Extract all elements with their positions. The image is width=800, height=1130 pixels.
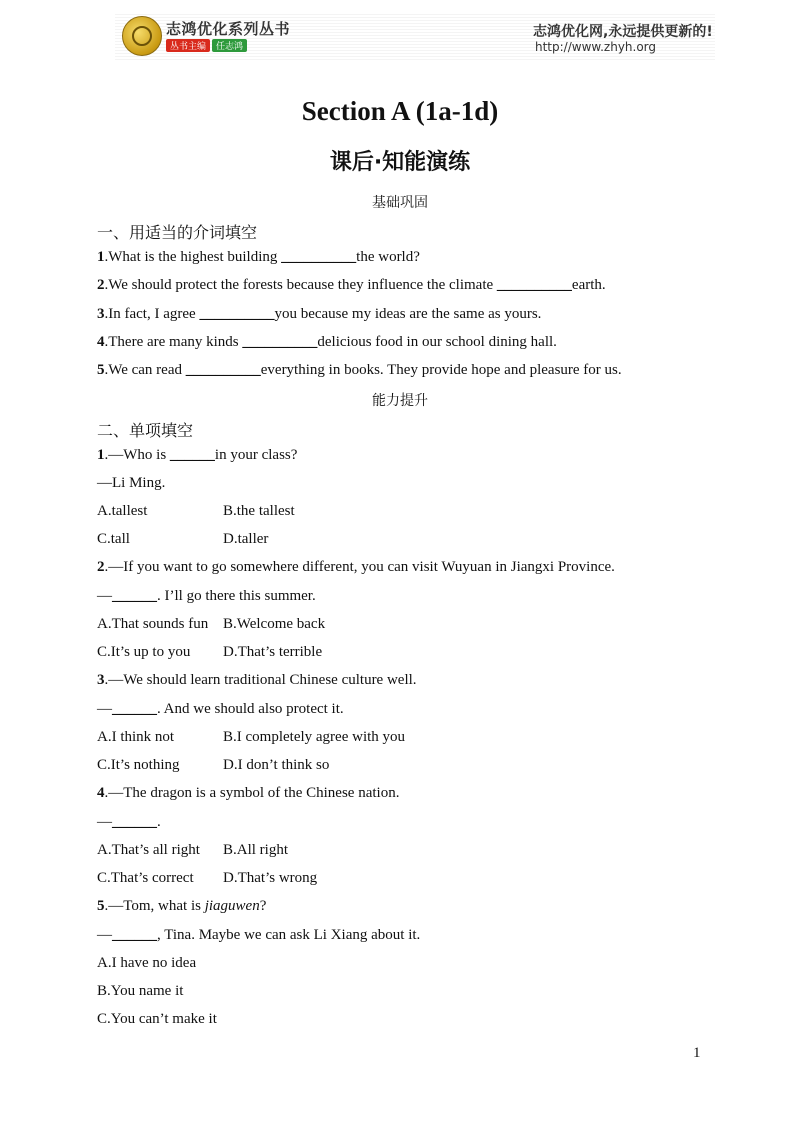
editor-label: 丛书主编 <box>166 39 210 52</box>
page-title: Section A (1a-1d) <box>301 96 499 126</box>
fill-item-2: 2.We should protect the forests because they influence the climate __________earth. <box>97 277 606 293</box>
question-1-options-ab: A.tallest B.the tallest <box>97 503 295 519</box>
question-5-option-b: B.You name it <box>97 983 184 999</box>
page-subtitle: 课后·知能演练 <box>329 150 471 175</box>
fill-item-5: 5.We can read __________everything in books. They provide hope and pleasure for us. <box>97 362 622 378</box>
question-3-options-ab: A.I think not B.I completely agree with you <box>97 729 406 745</box>
question-2-options-ab: A.That sounds fun B.Welcome back <box>97 616 326 632</box>
series-editor <box>166 39 247 52</box>
question-2-options-cd: C.It’s up to you D.That’s terrible <box>97 644 323 660</box>
question-1: 1.—Who is ______in your class? <box>97 447 298 463</box>
series-title: 志鸿优化系列丛书 <box>166 20 291 38</box>
question-4: 4.—The dragon is a symbol of the Chinese nation. <box>97 785 400 801</box>
header-url: http://www.zhyh.org <box>535 40 657 54</box>
question-3-reply: —______. And we should also protect it. <box>97 701 344 717</box>
question-5-option-a: A.I have no idea <box>97 955 197 971</box>
section-heading-basic: 基础巩固 <box>372 195 428 211</box>
question-4-options-cd: C.That’s correct D.That’s wrong <box>97 870 318 886</box>
fill-item-4: 4.There are many kinds __________delicious food in our school dining hall. <box>97 334 557 350</box>
question-1-answer: —Li Ming. <box>97 475 166 491</box>
page-header <box>0 0 800 70</box>
question-2: 2.—If you want to go somewhere different, you can visit Wuyuan in Jiangxi Province. <box>97 559 615 575</box>
fill-item-3: 3.In fact, I agree __________you because my ideas are the same as yours. <box>97 306 542 322</box>
page-number: 1 <box>693 1045 701 1061</box>
question-4-reply: —______. <box>97 814 161 830</box>
part-one-title: 一、用适当的介词填空 <box>97 223 258 242</box>
question-3: 3.—We should learn traditional Chinese culture well. <box>97 672 417 688</box>
question-2-reply: —______. I’ll go there this summer. <box>97 588 316 604</box>
editor-name: 任志鸿 <box>212 39 247 52</box>
question-3-options-cd: C.It’s nothing D.I don’t think so <box>97 757 330 773</box>
fill-item-1: 1.What is the highest building __________the world? <box>97 249 420 265</box>
question-5-option-c: C.You can’t make it <box>97 1011 217 1027</box>
header-slogan: 志鸿优化网,永远提供更新的! <box>533 24 713 40</box>
question-5: 5.—Tom, what is jiaguwen? <box>97 898 267 914</box>
part-two-title: 二、单项填空 <box>97 421 194 440</box>
question-1-options-cd: C.tall D.taller <box>97 531 269 547</box>
question-5-reply: —______, Tina. Maybe we can ask Li Xiang about it. <box>97 927 421 943</box>
section-heading-advanced: 能力提升 <box>372 393 428 409</box>
series-logo-icon <box>122 16 162 56</box>
question-4-options-ab: A.That’s all right B.All right <box>97 842 289 858</box>
